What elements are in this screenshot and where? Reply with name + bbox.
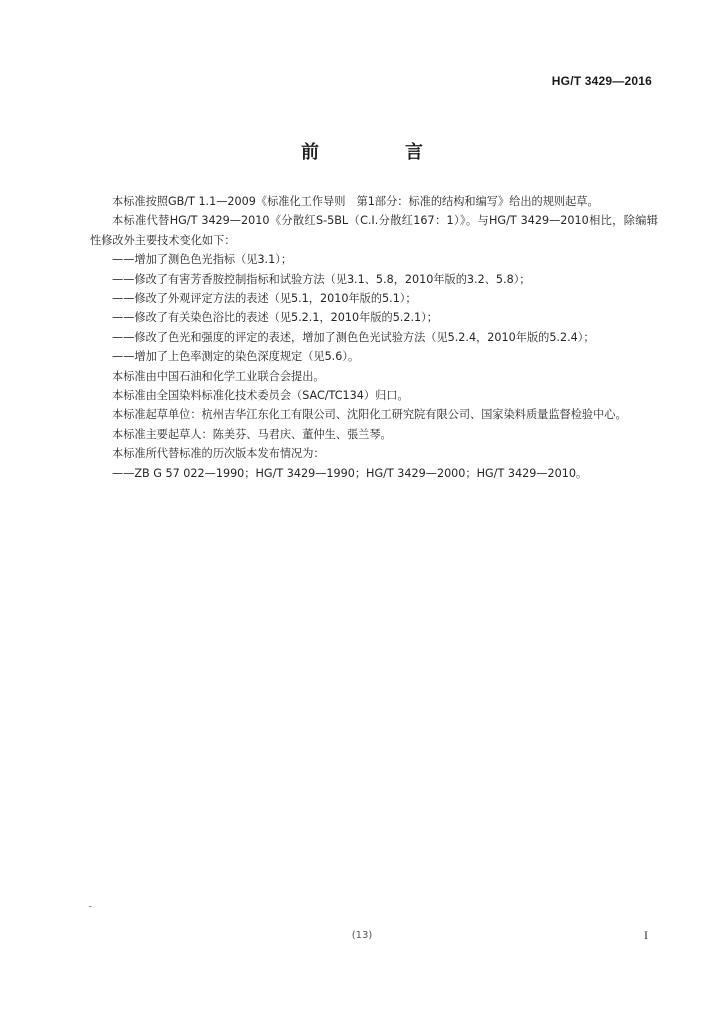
list-item: ——修改了有害芳香胺控制指标和试验方法（见3.1、5.8，2010年版的3.2、5.8）； — [112, 272, 531, 286]
list-item: ——增加了测色色光指标（见3.1）； — [112, 253, 293, 267]
page-number-roman: I — [644, 928, 648, 942]
standard-code: HG/T 3429—2016 — [551, 74, 652, 88]
history-list-item: ——ZB G 57 022—1990；HG/T 3429—1990；HG/T 3429—2000；HG/T 3429—2010。 — [112, 466, 588, 480]
document-body — [90, 192, 658, 483]
page-number-center: (13) — [351, 930, 373, 941]
paragraph-drafting-units: 本标准起草单位：杭州吉华江东化工有限公司、沈阳化工研究院有限公司、国家染料质量监督检验中心。 — [112, 408, 627, 422]
paragraph-drafting-rules: 本标准按照GB/T 1.1—2009《标准化工作导则 第1部分：标准的结构和编写》给出的规则起草。 — [112, 195, 599, 208]
list-item: ——修改了外观评定方法的表述（见5.1，2010年版的5.1）； — [112, 292, 417, 306]
list-item: ——增加了上色率测定的染色深度规定（见5.6）。 — [112, 350, 360, 364]
paragraph-history-intro: 本标准所代替标准的历次版本发布情况为： — [112, 447, 325, 461]
paragraph-proposer: 本标准由中国石油和化学工业联合会提出。 — [112, 369, 325, 383]
page-title: 前 言 — [301, 142, 457, 163]
paragraph-drafters: 本标准主要起草人：陈美芬、马君庆、董仲生、張兰琴。 — [112, 427, 392, 441]
paragraph-replacement: 本标准代替HG/T 3429—2010《分散红S-5BL（C.I.分散红167：1）》。与HG/T 3429—2010相比，除编辑性修改外主要技术变化如下： — [90, 214, 658, 247]
list-item: ——修改了有关染色浴比的表述（见5.2.1，2010年版的5.2.1）； — [112, 311, 438, 325]
paragraph-committee: 本标准由全国染料标准化技术委员会（SAC/TC134）归口。 — [112, 389, 409, 403]
changes-list — [90, 250, 658, 366]
list-item: ——修改了色光和强度的评定的表述，增加了测色色光试验方法（见5.2.4，2010年版的5.2.4）； — [112, 330, 595, 344]
scan-mark: ˘ — [88, 906, 93, 916]
